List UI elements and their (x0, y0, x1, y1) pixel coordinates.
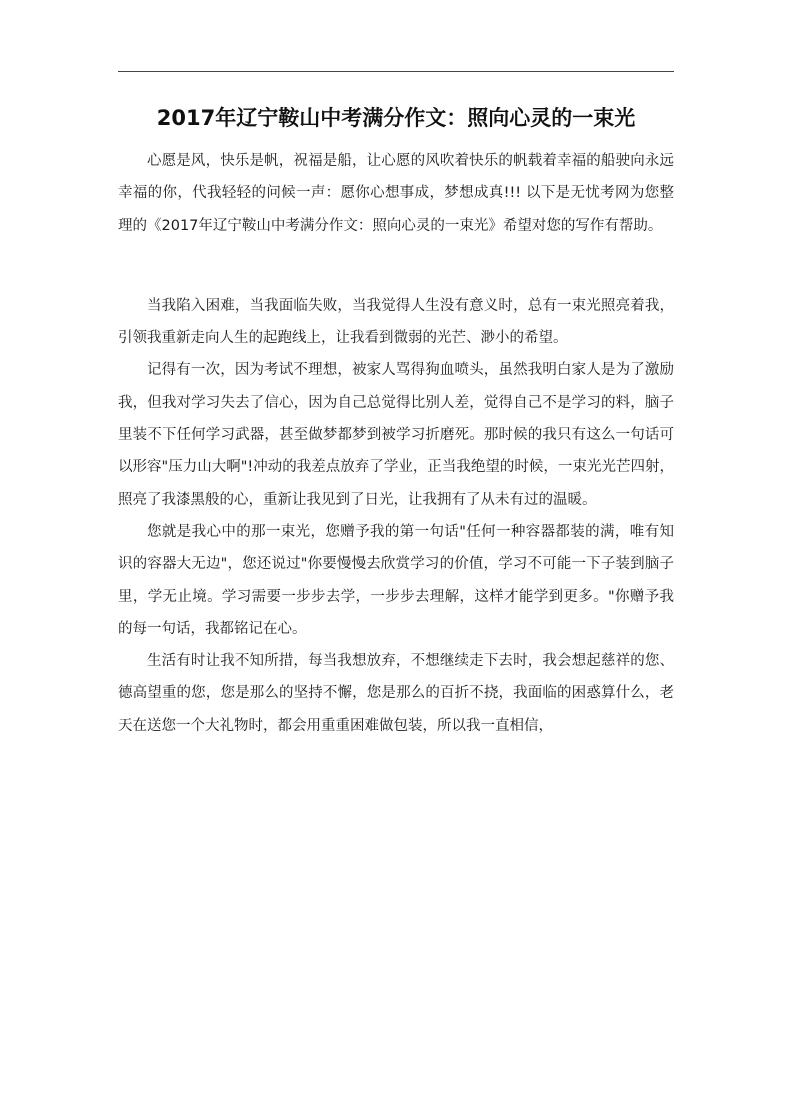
intro-paragraph: 心愿是风，快乐是帆，祝福是船，让心愿的风吹着快乐的帆载着幸福的船驶向永远幸福的你，代我轻轻的问候一声：愿你心想事成，梦想成真!!! 以下是无忧考网为您整理的《2017年辽宁鞍山中考满分作文：照向心灵的一束光》希望对您的写作有帮助。 (118, 153, 674, 234)
header-rule (118, 71, 674, 72)
document-body (118, 145, 674, 742)
body-paragraph-3: 您就是我心中的那一束光，您赠予我的第一句话"任何一种容器都装的满，唯有知识的容器大无边"，您还说过"你要慢慢去欣赏学习的价值，学习不可能一下子装到脑子里，学无止境。学习需要一步步去学，一步步去理解，这样才能学到更多。"你赠予我的每一句话，我都铭记在心。 (118, 523, 674, 637)
body-paragraph-2: 记得有一次，因为考试不理想，被家人骂得狗血喷头，虽然我明白家人是为了激励我，但我对学习失去了信心，因为自己总觉得比别人差，觉得自己不是学习的料，脑子里装不下任何学习武器，甚至做梦都梦到被学习折磨死。那时候的我只有这么一句话可以形容"压力山大啊"!冲动的我差点放弃了学业，正当我绝望的时候，一束光光芒四射，照亮了我漆黑般的心，重新让我见到了日光，让我拥有了从未有过的温暖。 (118, 362, 674, 508)
body-paragraph-1: 当我陷入困难，当我面临失败，当我觉得人生没有意义时，总有一束光照亮着我，引领我重新走向人生的起跑线上，让我看到微弱的光芒、渺小的希望。 (118, 297, 674, 347)
paragraph-gap (118, 242, 674, 290)
document-title: 2017年辽宁鞍山中考满分作文：照向心灵的一束光 (156, 106, 636, 130)
body-paragraph-4: 生活有时让我不知所措，每当我想放弃，不想继续走下去时，我会想起慈祥的您、德高望重的您，您是那么的坚持不懈，您是那么的百折不挠，我面临的困惑算什么，老天在送您一个大礼物时，都会用重重困难做包装，所以我一直相信， (118, 653, 674, 734)
